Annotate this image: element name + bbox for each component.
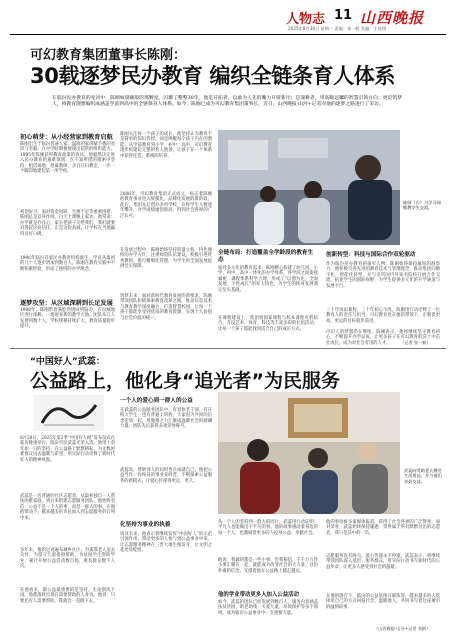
story2-tag: “中国好人”武蕊： <box>30 357 105 367</box>
story2-subhead-together: 一个人的爱心到一群人的公益 <box>120 398 193 404</box>
story1-col2-p1: 陈刚关注每一个孩子的成长，他坚持认为教育不是简单的知识传授，而是唤醒每个孩子内在的潜能。从学前教育到小学、初中、高中，可幻教育逐步构建起完整的育人链条，让孩子在一个体系中获得连贯、系统的培养。 <box>120 132 212 159</box>
story2-col1-p1: 8月28日，2025年第2季“中国好人榜”发布仪式在临汾隆重举行，临汾市民武蕊光荣入选。他用十余年如一日的坚持，在公益路上默默耕耘，为无数困难群众送去温暖与希望，用实际行动诠释了新时代好人的精神风貌。 <box>20 436 116 463</box>
story1-subhead-growth: 逐梦攻坚：从区域深耕到长足发展 <box>20 300 113 307</box>
story1-col1-p4: 1998年，陈刚带着满腔热情回到临汾，在汾城地区进行深耕。一场迎来新的教学天地，团队从几人发展到数十人，学校规模持续扩大，教育质量稳步提升。 <box>20 308 115 330</box>
story2-photo-scene <box>218 392 400 514</box>
story2-subhead-persist: 化坚持为事业的执着 <box>120 522 171 528</box>
masthead-rule <box>10 34 446 35</box>
story1-col4-p1: 作为临汾民办教育的领军人物，陈刚始终保持敏锐的洞察力。他积极引进先进的教育技术与管理理念，推动集团向数字化、智能化转型，并与多所国内外知名院校开展合作交流，拓宽学生的国际视野，为学生提供多元化的升学通道与发展平台。 <box>326 262 440 289</box>
masthead <box>286 6 446 32</box>
story2-col3-p3: 如今，武蕊的团队已经发展到数百人，服务内容涵盖扶贫济困、助老助残、关爱儿童、环境保护等多个领域，成为临汾公益事业中一支重要力量。 <box>218 600 318 616</box>
story2-col4-p3: 在他的感召下，临汾的公益氛围日渐浓厚，越来越多的人选择用自己的方式回报社会、温暖他人，共同书写着这座城市的温情故事。 <box>326 594 440 610</box>
story2-col2-p1: 在武蕊的公益服务团队中，有退休老干部、有在校大学生、也有普通上班族，大家因为共同的信念走到一起，用微薄之力汇聚成温暖社会的磅礴力量。团队先后获得多项荣誉称号。 <box>120 408 212 430</box>
story1-col2-p4: 筑梦未来：面对新时代教育发展的新要求，陈刚带领团队积极探索教育改革之路，推动信息技术与教育教学深度融合，打造智慧校园，让每一个孩子都能享受到优质的教育资源，实现个人价值与社会价值的统一。 <box>120 294 212 321</box>
page-number: 11 <box>334 8 353 23</box>
story1-col4-p3: 可幻人的梦想仍在继续，陈刚表示，他将继续坚守教育初心，不断提升办学品质，让更多孩子在可幻教育的沃土中茁壮成长，成为对社会有用的人才。 <box>326 330 440 346</box>
good-person-logo-art <box>34 395 104 431</box>
date-line: 2025年8月30日 星期一 责编：张一帆 美编：王保翔 <box>288 26 387 31</box>
story1-col3-p3: 在课程建设上，集团将国家课程与校本课程有机结合，开设艺术、体育、科技等丰富多彩的社团活动，让每一个孩子都能找到适合自己的成长方式。 <box>218 316 318 332</box>
story1-col4-p2: 三十年风雨兼程，三十年初心不改。陈刚用行动诠释了一位教育人的责任与担当，可幻教育也在他的带领下，正朝着更高、更远的目标稳步前进。 <box>326 308 440 324</box>
good-person-logo <box>34 395 104 431</box>
story2-col4-p2: 志愿服务没有终点，爱心传递永不停歇。武蕊表示，将继续带领团队深入基层、服务群众，用实际行动书写新时代的公益华章，让更多人感受到社会的温暖。 <box>326 554 440 570</box>
story1-subhead-origin: 初心萌芽：从小经营家到教育启航 <box>20 134 113 141</box>
story2-col1-p2: 武蕊是一名普通的社区志愿者，从最初独自一人帮扶困难家庭，到后来组建志愿服务团队，他始终坚信：公益不是一个人的事，而是一群人的事。在他的带动下，越来越多的市民加入到志愿服务的行列中来。 <box>20 494 115 521</box>
story1-subhead-innovation: 创新转型：科技与国际合作双轮驱动 <box>326 252 416 258</box>
section-title: 人物志 <box>286 12 326 27</box>
story2-col3-p1: 从一个人的坚持到一群人的同行，武蕊用行动证明：平凡人也能做出不平凡的事。他的故事感动着身边的每一个人，也激励着更多的人投身公益、奉献社会。 <box>218 520 318 536</box>
story1-col3-p2: 面对多元化的教育需求，陈刚精心构建了幼儿园、小学、初中、高中一体化的办学体系。各学段之间衔接紧密、课程体系科学合理，形成了“以德为先、全面发展、个性成长”的育人特色，为学生的终身发展奠定坚实基础。 <box>218 266 318 293</box>
story1-col1-p1: 陈刚出生于临汾普通人家，温润的家风赋予他的宽厚与坚毅。在中学时期便展现出超常的组织能力。1995年陈刚获得教育政策的春风，他毅然决定进入民办教育的艰难领域，在不知所措的摸索中坚持，租借场地、招募教师、亲自打扫教室，一步一个脚印地建起第一所学校。 <box>20 142 115 175</box>
story1-subhead-chain: 全链布局：打造覆盖全学龄段的教育生态 <box>218 250 314 263</box>
story2-photo <box>218 392 400 514</box>
story1-col1-p2: 初创岁月，面对资金短缺、生源不足等重重困难，陈刚总是以身作则，白天上课晚上家访。他常说：办学就是办良心，家长把孩子交给我们，我们就要对得起这份信任。正是这份真诚，让学校在当地赢得良好口碑。 <box>20 210 115 237</box>
story2-col2-p3: 谈及未来，他表示将继续发挥“中国好人”的示范引领作用，带动更多的人参与到公益事业中来，让志愿服务精神在三晋大地生根发芽，让文明之花处处绽放。 <box>120 532 212 554</box>
paper-name-logo: 山西晚报 <box>360 9 425 27</box>
story1-col2-p2: 2006年，可幻教育集团正式成立，标志着陈刚的教育事业进入规模化、品牌化发展的新阶段。此后，集团先后创办多所学校，在校学生人数逐年攀升，办学成绩屡创新高，得到社会各界的广泛认可。 <box>120 192 212 219</box>
story1-headline: 30载逐梦民办教育 编织全链条育人体系 <box>30 64 395 88</box>
story2-photo-caption: 武蕊向受助老人赠送生活用品，并与他们亲切交谈。 <box>404 468 442 484</box>
story2-col3-p2: 他说：我做的都是一些小事，但我相信，千千万万件小事汇聚在一起，就能成为改变社会的大力量。这份朴素的信念，支撑着他在公益路上越走越远。 <box>218 558 318 574</box>
story1-kicker: 可幻教育集团董事长陈刚： <box>30 48 187 63</box>
story2-byline: （山西晚报·山河+记者 张帆） <box>374 626 431 631</box>
story2-col2-p2: 武蕊说，帮助别人的同时也在成就自己。他把公益当作一份终身的事业来经营，不断探索公益服务的新模式，让爱心传递得更远、更久。 <box>120 468 212 484</box>
story2-col4-p1: 他的事迹被多家媒体报道，获得了社会各界的广泛赞誉。面对荣誉，武蕊始终保持谦逊：荣誉属于所有默默付出的志愿者，我只是其中的一员。 <box>326 520 440 536</box>
story-divider <box>10 348 446 349</box>
story1-lead: 在临汾民办教育的星河中，陈刚如晨曦般的那颗星，闪耀了整整30年。他是开拓者，以敢为人先的魄力开辟新径；是深耕者，用高瞻远瞩的智慧引领方向；更是筑梦人，将教育理想编织成涵盖学前到高中的全链条育人体系。如今，陈刚已成为可幻教育集团董事长，近日，山西晚报·山河+记者对他的逐梦之路进行了采访。 <box>52 96 402 108</box>
story1-photo-scene <box>218 130 400 245</box>
story2-col1-p3: 多年来，他的足迹遍布城乡社区，为孤寡老人送去关怀，为留守儿童提供帮助，为贫困学生资助学业，累计开展公益活动数百场，惠及群众数千人次。 <box>20 548 115 570</box>
story1-photo <box>218 130 400 245</box>
story1-byline: （记者 张一帆） <box>400 340 431 345</box>
story1-photo-caption: 陈刚（右）与学习闻熊教学生交流。 <box>403 200 441 211</box>
story1-col2-p3: 在发展过程中，陈刚始终坚持质量立校、特色强校的办学方针，注重师资队伍建设，积极引进优秀教师，推行精细化管理，为学生的全面发展提供坚实保障。 <box>120 248 212 270</box>
story2-subhead-lead: 他的学业带动更多人加入公益活动 <box>218 592 299 598</box>
story1-col1-p3: 1996年临汾首家民办教育机构诞生，学员从最初的几十人逐步增加到数百人，陈刚在教育实践中不断积累经验，形成了独特的办学理念。 <box>20 256 115 272</box>
story2-col1-p4: 在他看来，做公益最重要的是坚持。无论刮风下雨，他都准时出现在需要帮助的人身边。他说：只要还有人需要帮助，我就会一直做下去。 <box>20 588 115 604</box>
story2-headline: 公益路上，他化身“追光者”为民服务 <box>30 370 340 392</box>
